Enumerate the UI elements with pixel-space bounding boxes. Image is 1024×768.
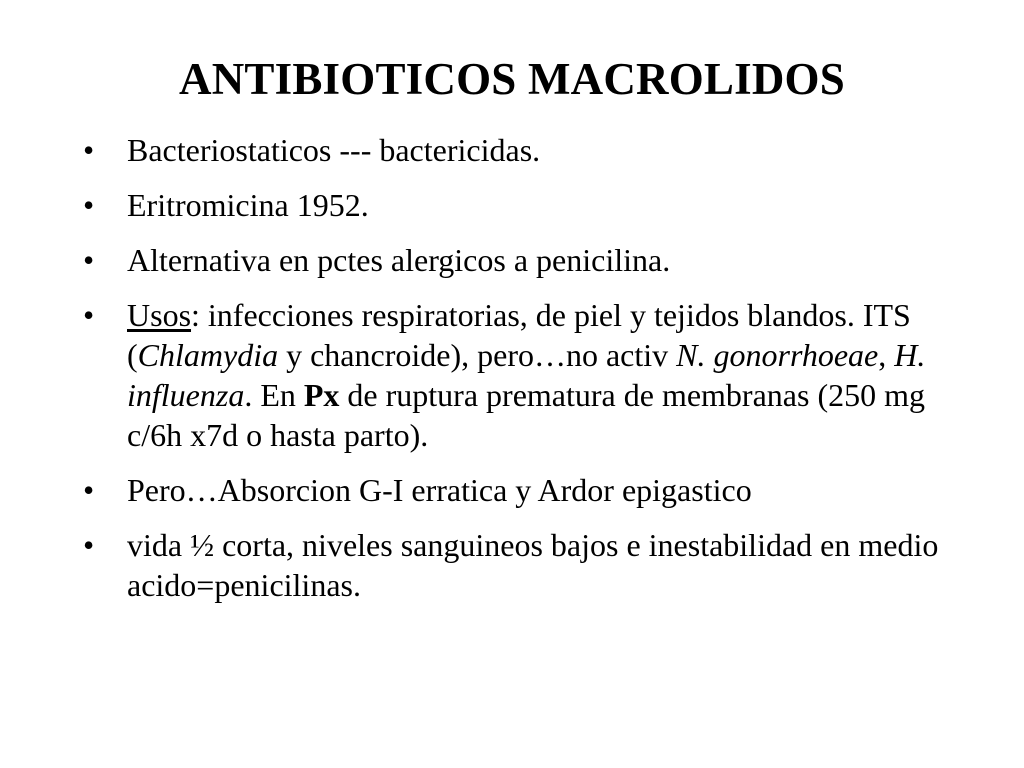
bullet-dot-icon: • (83, 297, 95, 333)
bullet-dot-icon: • (83, 242, 95, 278)
bullet-item (83, 130, 943, 170)
bullet-dot-icon: • (83, 187, 95, 223)
bullet-item (83, 295, 943, 455)
bullet-dot-icon: • (83, 472, 95, 508)
bullet-item (83, 185, 943, 225)
bullet-dot-icon: • (83, 132, 95, 168)
influenza-italic: H. influenza (127, 337, 926, 413)
usos-text-4: . En (244, 377, 304, 413)
usos-text-2: y chancroide), pero…no activ (278, 337, 677, 373)
bullet-dot-icon: • (83, 527, 95, 563)
usos-text-3: , (878, 337, 895, 373)
px-bold: Px (303, 377, 340, 413)
bullet-item (83, 470, 943, 510)
chlamydia-italic: Chlamydia (137, 337, 279, 373)
bullet-text: Eritromicina 1952. (127, 187, 369, 223)
slide-title: ANTIBIOTICOS MACROLIDOS (179, 54, 845, 104)
usos-label: Usos (127, 297, 192, 333)
bullet-text: Bacteriostaticos --- bactericidas. (127, 132, 541, 168)
bullet-text: Alternativa en pctes alergicos a penicilina. (127, 242, 671, 278)
usos-text-1: : infecciones respiratorias, de piel y tejidos blandos. ITS ( (127, 297, 911, 373)
bullet-list (83, 130, 943, 620)
bullet-text: Pero…Absorcion G-I erratica y Ardor epigastico (127, 472, 752, 508)
bullet-text-usos (127, 297, 925, 453)
gonorrhoeae-italic: N. gonorrhoeae (676, 337, 879, 373)
bullet-text: vida ½ corta, niveles sanguineos bajos e inestabilidad en medio acido=penicilinas. (127, 527, 939, 603)
bullet-item (83, 525, 943, 605)
bullet-item (83, 240, 943, 280)
usos-text-5: de ruptura prematura de membranas (250 mg c/6h x7d o hasta parto). (127, 377, 925, 453)
